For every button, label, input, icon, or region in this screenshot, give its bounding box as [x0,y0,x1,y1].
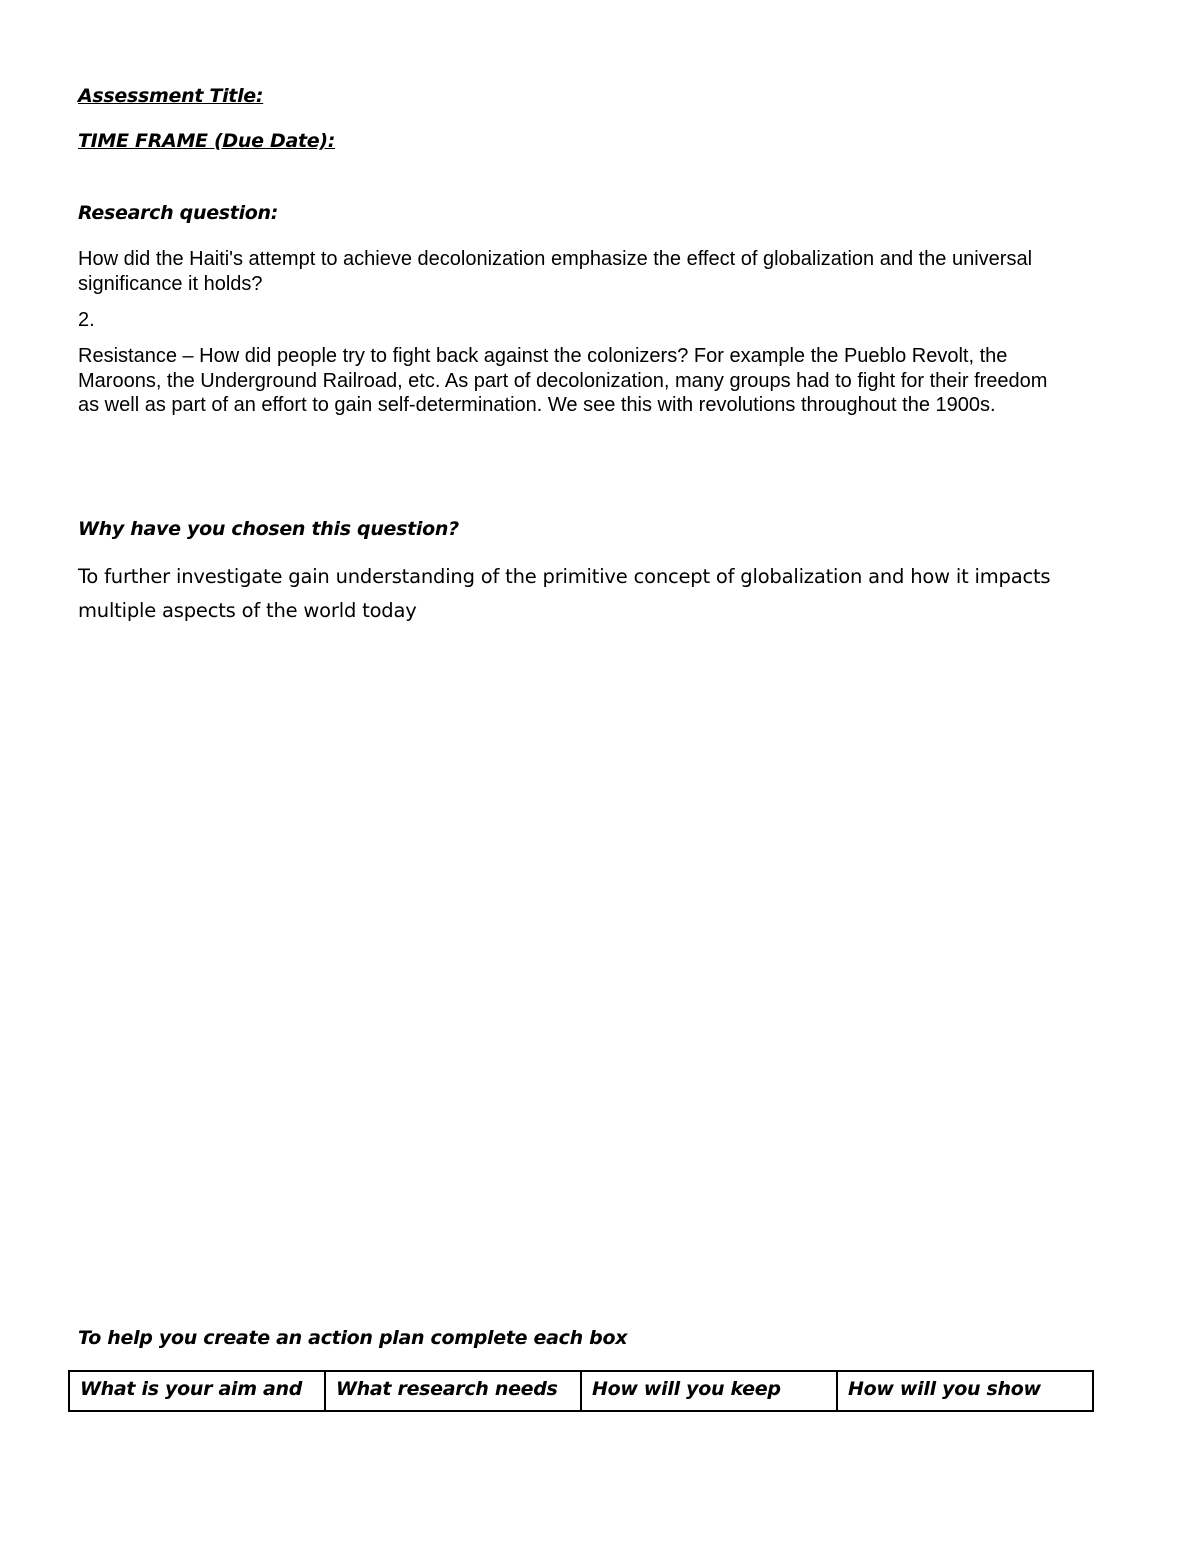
research-question-2: Resistance – How did people try to fight back against the colonizers? For example the Pueblo Revolt, the Maroons, the Underground Railroad, etc. As part of decolonization, many groups had to fight for their freedom as well as part of an effort to gain self-determination. We see this with revolutions throughout the 1900s. [78,345,1048,416]
research-question-number-2: 2. [78,309,95,331]
assessment-title-label: Assessment Title: [78,85,264,107]
time-frame-label: TIME FRAME (Due Date): [78,130,336,152]
research-question-label: Research question: [78,202,279,224]
action-plan-cell-keep[interactable]: How will you keep [581,1371,837,1411]
action-plan-table [68,1370,1094,1412]
why-chosen-answer: To further investigate gain understanding of the primitive concept of globalization and how it impacts multiple aspects of the world today [78,565,1051,622]
action-plan-cell-aim[interactable]: What is your aim and [69,1371,325,1411]
action-plan-cell-research[interactable]: What research needs [325,1371,581,1411]
action-plan-cell-show[interactable]: How will you show [837,1371,1093,1411]
research-question-1: How did the Haiti's attempt to achieve decolonization emphasize the effect of globalization and the universal significance it holds? [78,248,1033,295]
why-chosen-label: Why have you chosen this question? [78,518,459,540]
table-row [69,1371,1093,1411]
action-plan-label: To help you create an action plan complete each box [78,1327,628,1349]
